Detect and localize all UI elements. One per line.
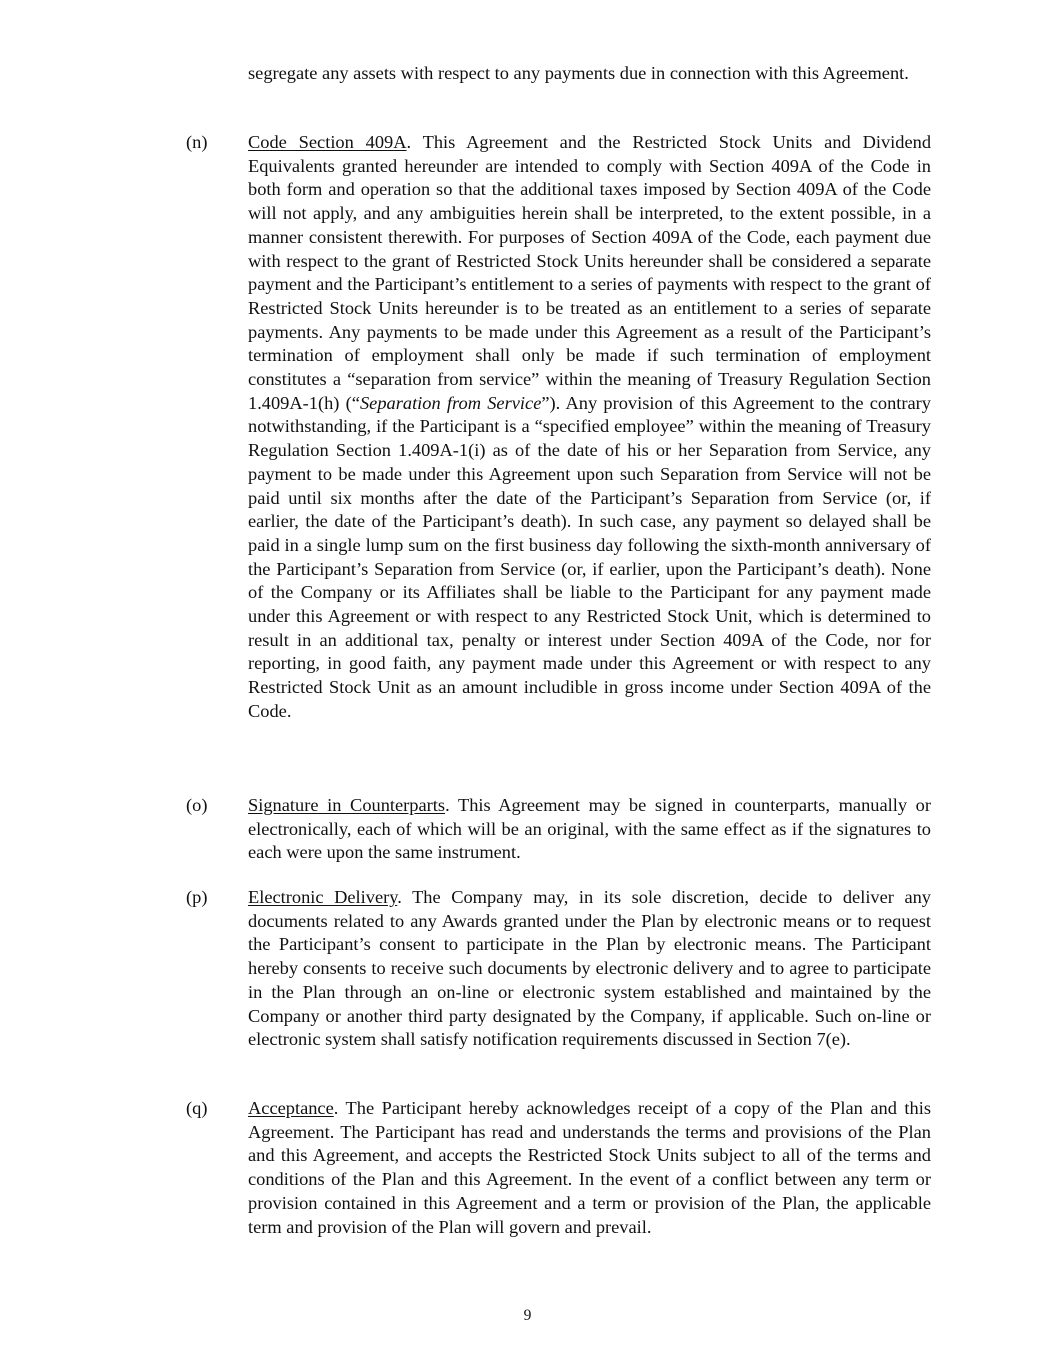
section-o-label: (o)	[186, 795, 208, 815]
section-q-paragraph	[248, 1097, 931, 1239]
section-n-label: (n)	[186, 132, 208, 152]
section-q-heading: Acceptance	[248, 1098, 334, 1118]
section-p-paragraph	[248, 886, 931, 1052]
section-o-body: . This Agreement may be signed in counterparts, manually or electronically, each of which will be an original, with the same effect as if the signatures to each were upon the same instrument.	[248, 795, 932, 863]
page-number: 9	[523, 1307, 532, 1324]
section-o-heading: Signature in Counterparts	[248, 795, 446, 815]
section-q-body: . The Participant hereby acknowledges receipt of a copy of the Plan and this Agreement. The Participant has read and understands the terms and provisions of the Plan and this Agreement, and accepts the Restricted Stock Units subject to all of the terms and conditions of the Plan and this Agreement. In the event of a conflict between any term or provision contained in this Agreement and a term or provision of the Plan, the applicable term and provision of the Plan will govern and prevail.	[248, 1098, 931, 1237]
section-n-defined-term: Separation from Service	[359, 392, 542, 413]
section-p-body: . The Company may, in its sole discretion, decide to deliver any documents related to any Awards granted under the Plan by electronic means or to request the Participant’s consent to participate in the Plan by electronic means. The Participant hereby consents to receive such documents by electronic delivery and to agree to participate in the Plan through an on-line or electronic system established and maintained by the Company or another third party designated by the Company, if applicable. Such on-line or electronic system shall satisfy notification requirements discussed in Section 7(e).	[248, 887, 932, 1050]
section-o-paragraph	[248, 794, 931, 865]
section-n-body-a: . This Agreement and the Restricted Stock Units and Dividend Equivalents granted hereunder are intended to comply with Section 409A of the Code in both form and operation so that the additional taxes imposed by Section 409A of the Code will not apply, and any ambiguities herein shall be interpreted, to the extent possible, in a manner consistent therewith. For purposes of Section 409A of the Code, each payment due with respect to the grant of Restricted Stock Units hereunder shall be considered a separate payment and the Participant’s entitlement to a series of payments with respect to the grant of Restricted Stock Units hereunder is to be treated as an entitlement to a series of separate payments. Any payments to be made under this Agreement as a result of the Participant’s termination of employment shall only be made if such termination of employment constitutes a “separation from service” within the meaning of Treasury Regulation Section 1.409A-1(h) (“	[248, 132, 932, 413]
section-n-heading: Code Section 409A	[248, 132, 407, 152]
section-p-label: (p)	[186, 887, 208, 907]
section-q-label: (q)	[186, 1098, 208, 1118]
continuation-paragraph: segregate any assets with respect to any payments due in connection with this Agreement.	[248, 63, 909, 83]
section-p-heading: Electronic Delivery	[248, 887, 398, 907]
section-n-paragraph	[248, 131, 931, 724]
section-n-body-b: ”). Any provision of this Agreement to the contrary notwithstanding, if the Participant is a “specified employee” within the meaning of Treasury Regulation Section 1.409A-1(i) as of the date of his or her Separation from Service, any payment to be made under this Agreement upon such Separation from Service will not be paid until six months after the date of the Participant’s Separation from Service (or, if earlier, the date of the Participant’s death). In such case, any payment so delayed shall be paid in a single lump sum on the first business day following the sixth-month anniversary of the Participant’s Separation from Service (or, if earlier, upon the Participant’s death). None of the Company or its Affiliates shall be liable to the Participant for any payment made under this Agreement or with respect to any Restricted Stock Unit, which is determined to result in an additional tax, penalty or interest under Section 409A of the Code, nor for reporting, in good faith, any payment made under this Agreement or with respect to any Restricted Stock Unit as an amount includible in gross income under Section 409A of the Code.	[248, 392, 932, 721]
